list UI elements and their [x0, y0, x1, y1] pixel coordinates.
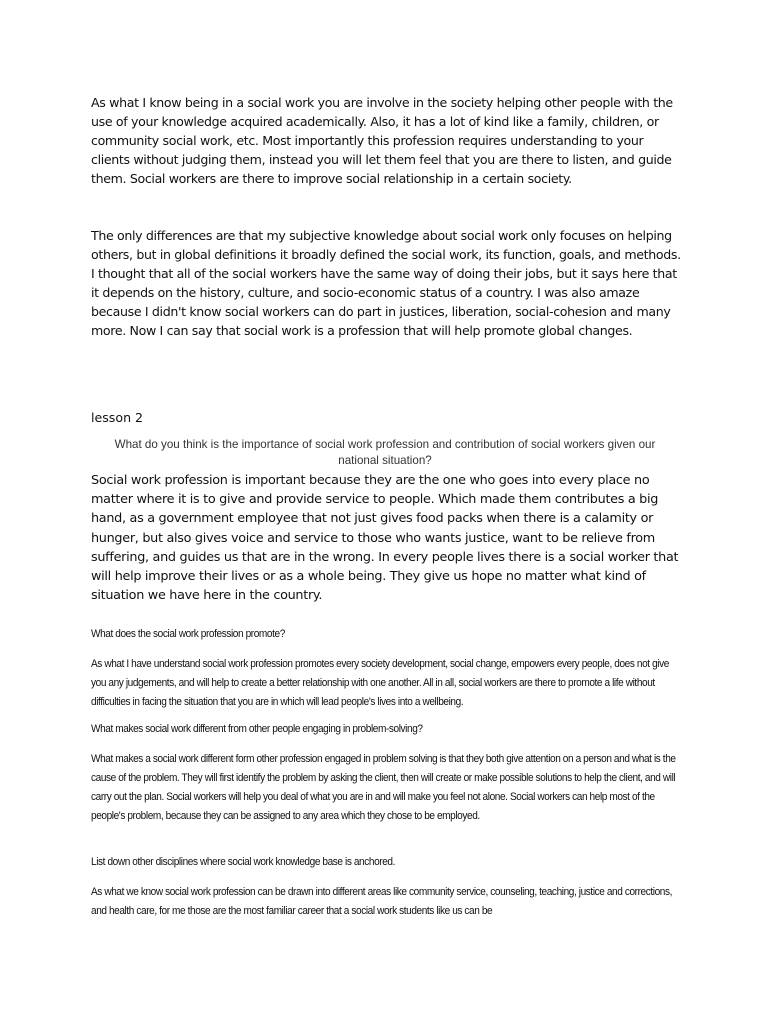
lesson-answer: Social work profession is important because they are the one who goes into every place no matter where it is to give and provide service to people. Which made them contributes a big hand, as a government employee that not just gives food packs when there is a calamity or hunger, but also gives voice and service to those who wants justice, want to be relieve from suffering, and guides us that are in the wrong. In every people lives there is a social worker that will help improve their lives or as a whole being. They give us hope no matter what kind of situation we have here in the country.	[91, 473, 679, 604]
lesson-heading: lesson 2	[91, 410, 144, 425]
question-1: What does the social work profession promote?	[91, 628, 285, 640]
answer-1: As what I have understand social work profession promotes every society development, social change, empowers every people, does not give you any judgements, and will help to create a better relationship with one another. All in all, social workers are there to promote a life without difficulties in facing the situation that you are in which will lead people's lives into a wellbeing.	[91, 658, 669, 708]
question-3: List down other disciplines where social work knowledge base is anchored.	[91, 856, 396, 868]
question-2: What makes social work different from other people engaging in problem-solving?	[91, 723, 423, 735]
lesson-question: What do you think is the importance of social work profession and contribution of social workers given our national situation?	[114, 438, 656, 467]
paragraph-1: As what I know being in a social work you are involve in the society helping other people with the use of your knowledge acquired academically. Also, it has a lot of kind like a family, children, or community social work, etc. Most importantly this profession requires understanding to your clients without judging them, instead you will let them feel that you are there to listen, and guide them. Social workers are there to improve social relationship in a certain society.	[91, 95, 673, 186]
answer-2: What makes a social work different form other profession engaged in problem solving is that they both give attention on a person and what is the cause of the problem. They will first identify the problem by asking the client, then will create or make possible solutions to help the client, and will carry out the plan. Social workers will help you deal of what you are in and will make you feel not alone. Social workers can help most of the people's problem, because they can be assigned to any area which they chose to be employed.	[91, 753, 676, 822]
paragraph-2: The only differences are that my subjective knowledge about social work only focuses on helping others, but in global definitions it broadly defined the social work, its function, goals, and methods. I thought that all of the social workers have the same way of doing their jobs, but it says here that it depends on the history, culture, and socio-economic status of a country. I was also amaze because I didn't know social workers can do part in justices, liberation, social-cohesion and many more. Now I can say that social work is a profession that will help promote global changes.	[91, 228, 681, 338]
answer-3: As what we know social work profession can be drawn into different areas like community service, counseling, teaching, justice and corrections, and health care, for me those are the most familiar career that a social work students like us can be	[91, 886, 673, 917]
